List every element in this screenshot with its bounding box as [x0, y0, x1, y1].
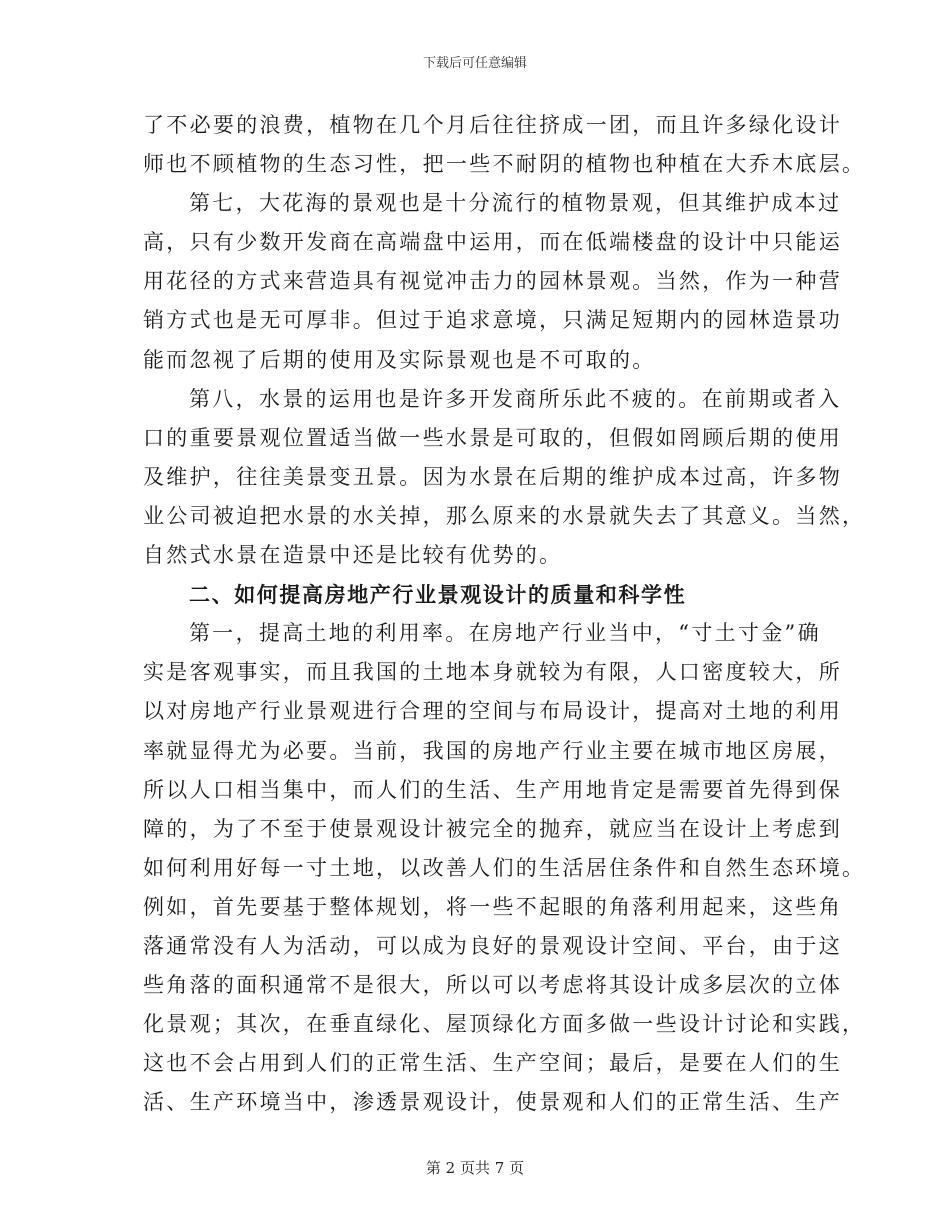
text-line: 自然式水景在造景中还是比较有优势的。 — [143, 543, 563, 568]
text-line: 能而忽视了后期的使用及实际景观也是不可取的。 — [143, 347, 656, 372]
text-line: 第七，大花海的景观也是十分流行的植物景观，但其维护成本过 — [189, 191, 842, 216]
page-footer: 第 2 页共 7 页 — [425, 1159, 525, 1177]
text-line: 第一，提高土地的利用率。在房地产行业当中，“寸土寸金”确 — [189, 621, 821, 646]
text-line: 例如，首先要基于整体规划，将一些不起眼的角落利用起来，这些角 — [143, 894, 842, 919]
text-line: 口的重要景观位置适当做一些水景是可取的，但假如罔顾后期的使用 — [143, 425, 842, 450]
section-heading: 二、如何提高房地产行业景观设计的质量和科学性 — [189, 582, 687, 608]
text-line: 用花径的方式来营造具有视觉冲击力的园林景观。当然，作为一种营 — [143, 269, 842, 294]
text-line: 落通常没有人为活动，可以成为良好的景观设计空间、平台，由于这 — [143, 933, 842, 958]
text-line: 销方式也是无可厚非。但过于追求意境，只满足短期内的园林造景功 — [143, 308, 842, 333]
text-line: 实是客观事实，而且我国的土地本身就较为有限，人口密度较大，所 — [143, 660, 842, 685]
text-line: 化景观；其次，在垂直绿化、屋顶绿化方面多做一些设计讨论和实践， — [143, 1012, 866, 1037]
text-line: 所以人口相当集中，而人们的生活、生产用地肯定是需要首先得到保 — [143, 777, 842, 802]
text-line: 活、生产环境当中，渗透景观设计，使景观和人们的正常生活、生产 — [143, 1090, 842, 1115]
text-line: 这也不会占用到人们的正常生活、生产空间；最后，是要在人们的生 — [143, 1051, 842, 1076]
text-line: 障的，为了不至于使景观设计被完全的抛弃，就应当在设计上考虑到 — [143, 816, 842, 841]
document-body — [143, 106, 866, 1122]
text-line: 些角落的面积通常不是很大，所以可以考虑将其设计成多层次的立体 — [143, 973, 842, 998]
text-line: 率就显得尤为必要。当前，我国的房地产行业主要在城市地区房展， — [143, 738, 842, 763]
text-line: 第八，水景的运用也是许多开发商所乐此不疲的。在前期或者入 — [189, 386, 842, 411]
text-line: 师也不顾植物的生态习性，把一些不耐阴的植物也种植在大乔木底层。 — [143, 152, 866, 177]
text-line: 及维护，往往美景变丑景。因为水景在后期的维护成本过高，许多物 — [143, 464, 842, 489]
text-line: 业公司被迫把水景的水关掉，那么原来的水景就失去了其意义。当然， — [143, 503, 866, 528]
text-line: 以对房地产行业景观进行合理的空间与布局设计，提高对土地的利用 — [143, 699, 842, 724]
text-line: 高，只有少数开发商在高端盘中运用，而在低端楼盘的设计中只能运 — [143, 230, 842, 255]
text-line: 了不必要的浪费，植物在几个月后往往挤成一团，而且许多绿化设计 — [143, 113, 842, 137]
page-header: 下载后可任意编辑 — [422, 56, 527, 71]
text-line: 如何利用好每一寸土地，以改善人们的生活居住条件和自然生态环境。 — [143, 855, 866, 880]
